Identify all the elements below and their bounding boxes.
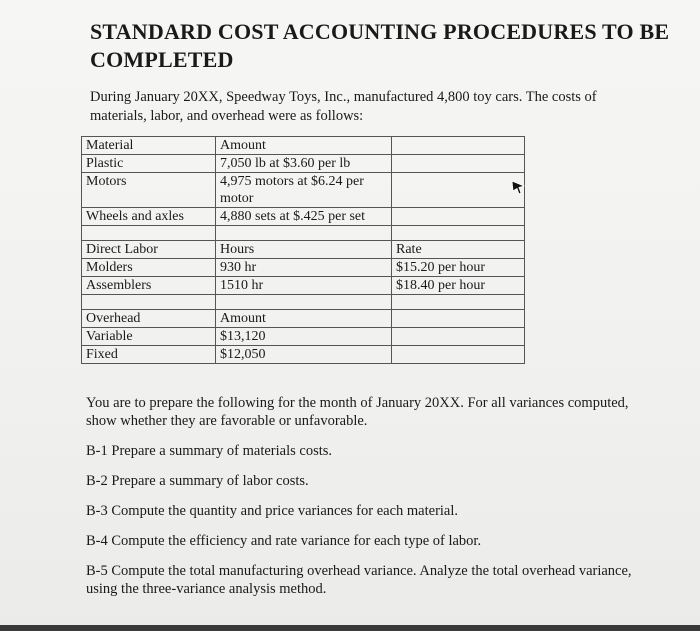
table-cell: 1510 hr <box>216 277 392 295</box>
instruction-item: B-3 Compute the quantity and price variances for each material. <box>86 503 459 519</box>
table-cell: Motors <box>82 173 216 208</box>
table-cell <box>392 208 525 226</box>
intro-paragraph: During January 20XX, Speedway Toys, Inc., manufactured 4,800 toy cars. The costs of materials, labor, and overhead were as follows: <box>90 89 597 124</box>
instructions <box>86 394 646 610</box>
table-row <box>82 259 525 277</box>
table-row <box>82 346 525 364</box>
table-cell <box>392 173 525 208</box>
table-cell: Fixed <box>82 346 216 364</box>
table-cell: $15.20 per hour <box>392 259 525 277</box>
table-cell <box>392 346 525 364</box>
cost-table <box>81 136 525 364</box>
table-row <box>82 328 525 346</box>
table-cell: $12,050 <box>216 346 392 364</box>
table-cell: Molders <box>82 259 216 277</box>
page-title: STANDARD COST ACCOUNTING PROCEDURES TO BE COMPLETED <box>90 19 670 72</box>
table-row <box>82 310 525 328</box>
table-cell <box>392 155 525 173</box>
table-row <box>82 208 525 226</box>
table-cell: Plastic <box>82 155 216 173</box>
table-cell: Amount <box>216 310 392 328</box>
table-row <box>82 155 525 173</box>
table-cell: Rate <box>392 241 525 259</box>
table-cell: Amount <box>216 137 392 155</box>
table-cell: 7,050 lb at $3.60 per lb <box>216 155 392 173</box>
instructions-lead: You are to prepare the following for the month of January 20XX. For all variances computed, show whether they are favorable or unfavorable. <box>86 395 629 429</box>
table-cell: Material <box>82 137 216 155</box>
table-row <box>82 173 525 208</box>
table-cell <box>392 137 525 155</box>
table-cell: Hours <box>216 241 392 259</box>
instruction-item: B-4 Compute the efficiency and rate variance for each type of labor. <box>86 533 482 549</box>
table-cell: Direct Labor <box>82 241 216 259</box>
table-row <box>82 241 525 259</box>
table-cell: 930 hr <box>216 259 392 277</box>
table-cell: 4,880 sets at $.425 per set <box>216 208 392 226</box>
mouse-pointer-icon <box>510 178 526 196</box>
table-cell: $18.40 per hour <box>392 277 525 295</box>
table-cell: Wheels and axles <box>82 208 216 226</box>
instruction-item: B-1 Prepare a summary of materials costs. <box>86 443 333 459</box>
table-cell: Variable <box>82 328 216 346</box>
table-cell <box>392 328 525 346</box>
table-cell: $13,120 <box>216 328 392 346</box>
table-cell: Overhead <box>82 310 216 328</box>
bottom-bar <box>0 625 700 631</box>
table-cell: 4,975 motors at $6.24 per motor <box>216 173 392 208</box>
table-spacer-row <box>82 226 525 241</box>
table-row <box>82 137 525 155</box>
table-row <box>82 277 525 295</box>
table-cell: Assemblers <box>82 277 216 295</box>
instruction-item: B-5 Compute the total manufacturing overhead variance. Analyze the total overhead variance, using the three-variance analysis method. <box>86 563 632 597</box>
table-spacer-row <box>82 295 525 310</box>
table-cell <box>392 310 525 328</box>
instruction-item: B-2 Prepare a summary of labor costs. <box>86 473 309 489</box>
